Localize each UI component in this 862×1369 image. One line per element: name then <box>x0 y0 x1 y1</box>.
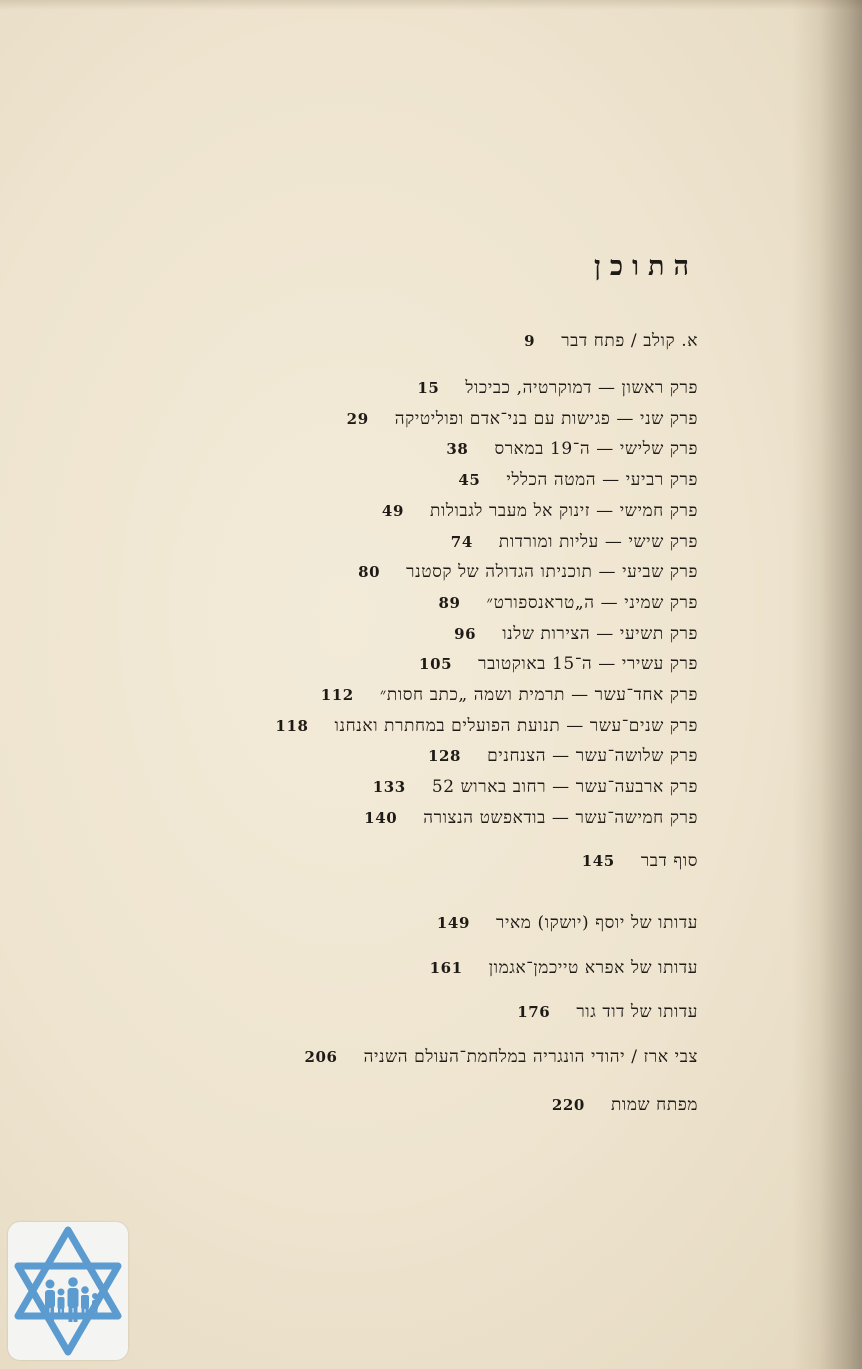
toc-entry-title: פרק אחד־עשר — תרמית ושמה „כתב חסות״ <box>379 685 698 705</box>
toc-entry-title: פרק שמיני — ה„טראנספורט״ <box>486 593 698 613</box>
toc-entry-page: 45 <box>458 471 481 489</box>
toc-entry-title: פרק עשירי — ה־15 באוקטובר <box>478 654 698 674</box>
toc-entry-preface <box>524 330 698 352</box>
toc-entry-appendix <box>304 1046 698 1068</box>
toc-entry-page: 133 <box>372 778 406 796</box>
page-top-edge <box>0 0 862 10</box>
toc-entry-page: 89 <box>438 594 461 612</box>
toc-entry-page: 9 <box>524 332 536 350</box>
toc-entry-page: 96 <box>454 625 477 643</box>
toc-entry-chapter <box>321 684 698 706</box>
toc-entry-page: 74 <box>450 533 473 551</box>
toc-entry-title: פרק ראשון — דמוקרטיה, כביכול <box>465 378 698 398</box>
toc-entry-title: מפתח שמות <box>610 1095 698 1115</box>
toc-entry-title: א. קולב / פתח דבר <box>561 331 698 351</box>
toc-entry-page: 80 <box>358 563 381 581</box>
spine-shadow <box>792 0 862 1369</box>
toc-entry-page: 145 <box>581 852 615 870</box>
toc-entry-title: פרק ארבעה־עשר — רחוב בארוש 52 <box>431 777 698 797</box>
toc-entry-testimony <box>437 912 698 934</box>
toc-entry-chapter <box>373 776 698 798</box>
toc-entry-chapter <box>446 438 698 460</box>
toc-entry-chapter <box>451 531 698 553</box>
toc-entry-chapter <box>458 469 698 491</box>
toc-entry-page: 112 <box>320 686 354 704</box>
toc-entry-chapter <box>454 623 698 645</box>
toc-entry-index <box>552 1094 698 1116</box>
toc-entry-title: פרק שלישי — ה־19 במארס <box>494 439 698 459</box>
toc-entry-chapter <box>419 653 698 675</box>
toc-entry-page: 220 <box>551 1096 585 1114</box>
toc-entry-title: פרק רביעי — המטה הכללי <box>506 470 698 490</box>
toc-entry-testimony <box>430 957 698 979</box>
toc-entry-title: צבי ארז / יהודי הונגריה במלחמת־העולם השניה <box>363 1047 698 1067</box>
toc-entry-title: פרק שנים־עשר — תנועת הפועלים במחתרת ואנחנו <box>334 716 698 736</box>
toc-entry-chapter <box>382 500 698 522</box>
toc-entry-chapter <box>428 745 698 767</box>
star-of-david-family-icon <box>8 1222 128 1360</box>
toc-entry-chapter <box>417 377 698 399</box>
toc-entry-title: פרק שלושה־עשר — הצנחנים <box>487 746 698 766</box>
toc-entry-page: 105 <box>419 655 453 673</box>
toc-entry-page: 176 <box>517 1003 551 1021</box>
toc-entry-page: 161 <box>429 959 463 977</box>
toc-entry-epilogue <box>582 850 698 872</box>
toc-entry-title: פרק תשיעי — הצירות שלנו <box>502 624 698 644</box>
toc-entry-title: פרק חמישה־עשר — בודאפשט הנצורה <box>423 808 698 828</box>
toc-entry-title: סוף דבר <box>640 851 698 871</box>
toc-entry-chapter <box>358 561 698 583</box>
watermark-logo <box>8 1222 128 1360</box>
toc-entry-page: 29 <box>346 410 369 428</box>
toc-entry-page: 38 <box>446 440 469 458</box>
toc-entry-title: פרק חמישי — זינוק אל מעבר לגבולות <box>429 501 698 521</box>
toc-entry-title: פרק שני — פגישות עם בני־אדם ופוליטיקה <box>394 409 698 429</box>
toc-entry-page: 118 <box>275 717 309 735</box>
toc-entry-chapter <box>275 715 698 737</box>
toc-entry-page: 49 <box>381 502 404 520</box>
toc-entry-chapter <box>347 408 698 430</box>
toc-entry-title: פרק שביעי — תוכניתו הגדולה של קסטנר <box>406 562 698 582</box>
toc-entry-title: עדותו של יוסף (יושקו) מאיר <box>496 913 698 933</box>
toc-entry-page: 206 <box>304 1048 338 1066</box>
toc-entry-page: 15 <box>417 379 440 397</box>
toc-entry-title: עדותו של אפרא טייכמן־אגמון <box>488 958 698 978</box>
toc-entry-title: עדותו של דוד גור <box>576 1002 698 1022</box>
toc-entry-page: 140 <box>364 809 398 827</box>
contents-heading: התוכן <box>594 251 698 282</box>
toc-entry-page: 128 <box>427 747 462 765</box>
toc-entry-testimony <box>517 1001 698 1023</box>
toc-entry-title: פרק שישי — עליות ומורדות <box>498 532 698 552</box>
toc-entry-page: 149 <box>436 914 470 932</box>
toc-entry-chapter <box>364 807 698 829</box>
toc-entry-chapter <box>438 592 698 614</box>
